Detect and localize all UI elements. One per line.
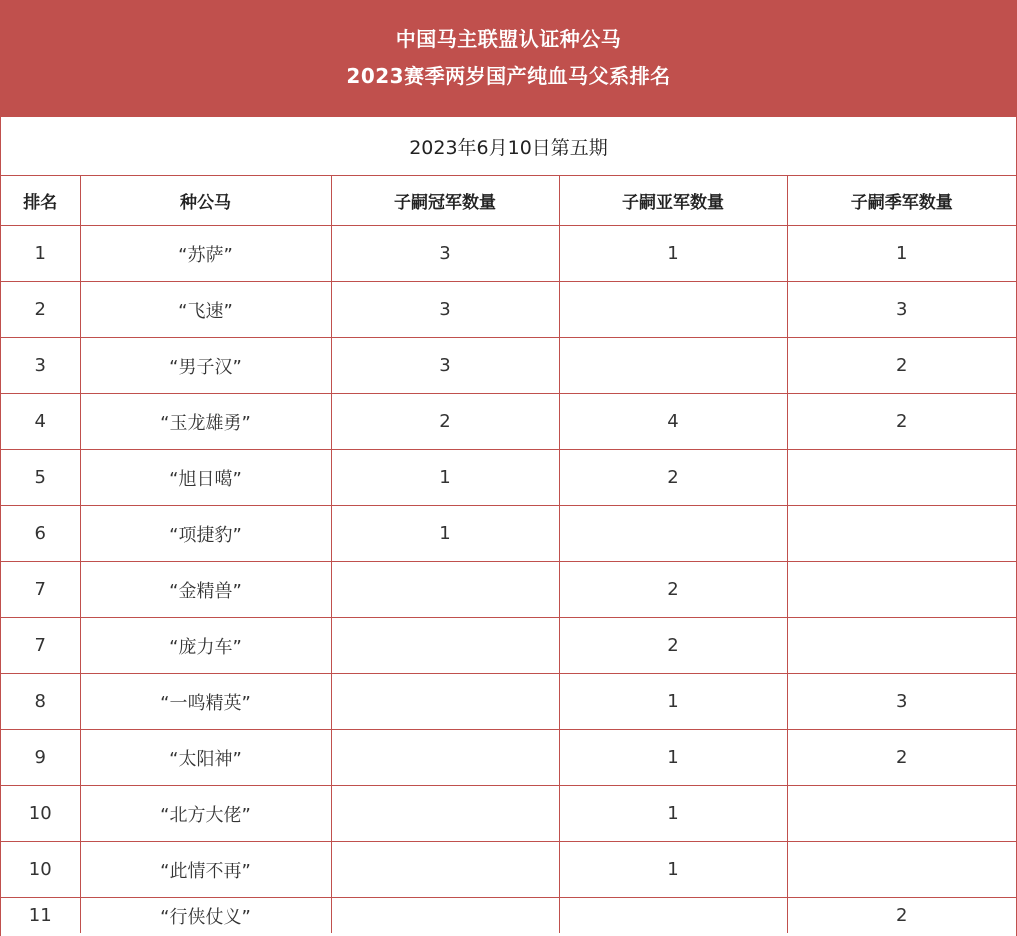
runners-up-cell: 1 [559, 226, 787, 282]
runners-up-cell: 2 [559, 562, 787, 618]
third-cell: 3 [787, 282, 1016, 338]
winners-cell: 3 [331, 338, 559, 394]
runners-up-cell [559, 898, 787, 934]
winners-cell [331, 786, 559, 842]
table-row [1, 898, 1016, 934]
rank-cell: 10 [1, 842, 80, 898]
table-row [1, 450, 1016, 506]
rank-cell: 7 [1, 562, 80, 618]
header-runners-up: 子嗣亚军数量 [559, 176, 787, 226]
table-row [1, 786, 1016, 842]
winners-cell: 3 [331, 282, 559, 338]
table-row [1, 842, 1016, 898]
period-label: 2023年6月10日第五期 [1, 117, 1016, 176]
table-row [1, 618, 1016, 674]
table-row [1, 506, 1016, 562]
table-row [1, 226, 1016, 282]
header-row [1, 176, 1016, 226]
rank-cell: 9 [1, 730, 80, 786]
third-cell [787, 786, 1016, 842]
rank-cell: 6 [1, 506, 80, 562]
sire-cell: “庞力车” [80, 618, 331, 674]
third-cell [787, 506, 1016, 562]
winners-cell: 1 [331, 450, 559, 506]
runners-up-cell: 1 [559, 842, 787, 898]
table-row [1, 282, 1016, 338]
sire-cell: “金精兽” [80, 562, 331, 618]
table-row [1, 338, 1016, 394]
rank-cell: 7 [1, 618, 80, 674]
winners-cell [331, 674, 559, 730]
third-cell [787, 450, 1016, 506]
ranking-table [1, 176, 1016, 933]
third-cell: 2 [787, 338, 1016, 394]
title-banner [1, 0, 1016, 117]
runners-up-cell [559, 338, 787, 394]
winners-cell: 2 [331, 394, 559, 450]
title-line-1: 中国马主联盟认证种公马 [395, 27, 622, 51]
runners-up-cell: 4 [559, 394, 787, 450]
sire-cell: “苏萨” [80, 226, 331, 282]
header-sire: 种公马 [80, 176, 331, 226]
winners-cell [331, 842, 559, 898]
header-winners: 子嗣冠军数量 [331, 176, 559, 226]
third-cell: 2 [787, 898, 1016, 934]
table-row [1, 730, 1016, 786]
rank-cell: 10 [1, 786, 80, 842]
header-third: 子嗣季军数量 [787, 176, 1016, 226]
sire-cell: “行侠仗义” [80, 898, 331, 934]
third-cell: 1 [787, 226, 1016, 282]
third-cell: 2 [787, 394, 1016, 450]
winners-cell [331, 618, 559, 674]
title-line-2: 2023赛季两岁国产纯血马父系排名 [346, 64, 671, 88]
rank-cell: 3 [1, 338, 80, 394]
rank-cell: 11 [1, 898, 80, 934]
sire-cell: “一鸣精英” [80, 674, 331, 730]
table-row [1, 674, 1016, 730]
winners-cell [331, 730, 559, 786]
winners-cell [331, 898, 559, 934]
sire-cell: “玉龙雄勇” [80, 394, 331, 450]
winners-cell: 3 [331, 226, 559, 282]
table-row [1, 394, 1016, 450]
sire-cell: “太阳神” [80, 730, 331, 786]
runners-up-cell: 2 [559, 450, 787, 506]
third-cell: 3 [787, 674, 1016, 730]
sire-cell: “男子汉” [80, 338, 331, 394]
rank-cell: 5 [1, 450, 80, 506]
runners-up-cell: 2 [559, 618, 787, 674]
sire-cell: “旭日噶” [80, 450, 331, 506]
runners-up-cell [559, 506, 787, 562]
winners-cell [331, 562, 559, 618]
third-cell [787, 618, 1016, 674]
third-cell [787, 842, 1016, 898]
rank-cell: 8 [1, 674, 80, 730]
sire-cell: “北方大佬” [80, 786, 331, 842]
third-cell: 2 [787, 730, 1016, 786]
runners-up-cell: 1 [559, 730, 787, 786]
runners-up-cell: 1 [559, 786, 787, 842]
table-row [1, 562, 1016, 618]
rank-cell: 4 [1, 394, 80, 450]
runners-up-cell: 1 [559, 674, 787, 730]
sire-cell: “飞速” [80, 282, 331, 338]
winners-cell: 1 [331, 506, 559, 562]
rank-cell: 1 [1, 226, 80, 282]
sire-cell: “项捷豹” [80, 506, 331, 562]
runners-up-cell [559, 282, 787, 338]
header-rank: 排名 [1, 176, 80, 226]
rank-cell: 2 [1, 282, 80, 338]
third-cell [787, 562, 1016, 618]
sire-cell: “此情不再” [80, 842, 331, 898]
